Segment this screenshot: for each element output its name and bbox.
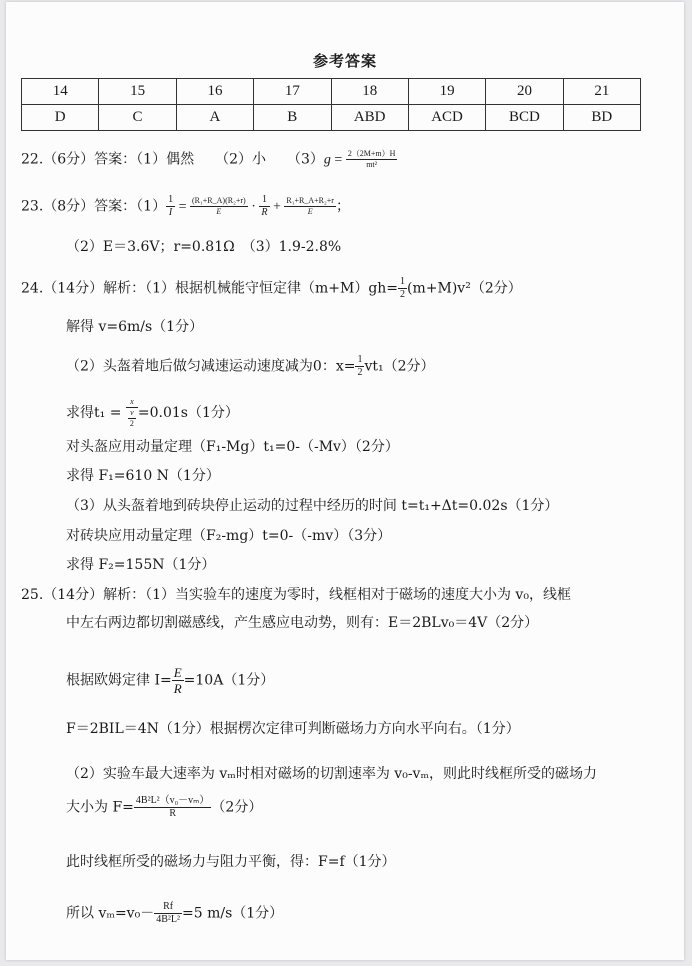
table-cell: B	[254, 105, 331, 131]
q25-line8-prefix: 所以 vₘ=v₀－	[66, 905, 155, 922]
q23-frac2-num: (R₁+R_A)(R₂+r)	[192, 196, 246, 205]
q23-prefix: 23.（8分）答案：（1）	[21, 198, 167, 215]
table-cell: 17	[254, 79, 331, 105]
q25-line6-den: R	[169, 808, 176, 819]
q24-line2: 解得 v=6m/s（1分）	[66, 319, 204, 335]
q24-line4-prefix: 求得t₁ =	[66, 405, 126, 421]
q23-frac4	[284, 197, 336, 216]
q24-line1-frac	[398, 277, 407, 300]
q24-line9: 求得 F₂=155N（1分）	[66, 557, 216, 573]
table-cell: D	[22, 105, 99, 131]
q24-line3-num: 1	[357, 354, 363, 365]
table-cell: C	[99, 105, 176, 131]
answer-page	[6, 2, 684, 960]
q22-g: g	[323, 152, 331, 168]
q23-frac3-num: 1	[259, 195, 269, 207]
q25-line8-frac	[154, 902, 182, 925]
q22-den: mt²	[366, 160, 378, 169]
q23-frac3	[259, 195, 269, 218]
q23-frac1-den: I	[168, 207, 173, 218]
q23-plus: +	[269, 199, 285, 215]
q25-line5: （2）实验车最大速率为 vₘ时相对磁场的切割速率为 v₀-vₘ，则此时线框所受的磁场力	[66, 766, 598, 782]
question-number-row	[22, 79, 641, 105]
q23-eq: =	[175, 199, 190, 215]
table-cell: A	[176, 105, 253, 131]
q22-prefix: 22.（6分）答案：（1）偶然 （2）小 （3）	[21, 151, 324, 168]
q25-line8	[66, 902, 283, 925]
q25-line6-frac	[134, 796, 212, 819]
q24-line1	[21, 277, 522, 300]
q25-line3-den: R	[173, 681, 182, 696]
q24-line1-prefix: 24.（14分）解析：（1）根据机械能守恒定律（m+M）gh=	[21, 280, 399, 297]
page-title: 参考答案	[312, 52, 377, 70]
q23-frac2-den: E	[216, 207, 222, 216]
q25-line3-num: E	[173, 665, 182, 680]
answer-table	[21, 78, 641, 131]
q25-line6-suffix: （2分）	[211, 799, 263, 816]
q25-line3-prefix: 根据欧姆定律 I=	[66, 672, 172, 689]
q24-line4-den	[126, 408, 138, 428]
q23-line2: （2）E＝3.6V；r=0.81Ω （3）1.9-2.8%	[66, 239, 342, 255]
q24-line3	[66, 355, 435, 378]
q22-num: 2（2M+m）H	[347, 149, 396, 158]
q25-line3	[66, 666, 274, 695]
q23-frac4-num: R₁+R_A+R₂+r	[286, 196, 334, 205]
table-cell: 15	[99, 79, 176, 105]
q25-line1: 25.（14分）解析：（1）当实验车的速度为零时，线框相对于磁场的速度大小为 v₀，线框	[21, 587, 571, 603]
table-cell: 18	[331, 79, 408, 105]
q24-line4-inner-num: v	[128, 409, 136, 419]
table-cell: ABD	[331, 105, 408, 131]
q24-line6: 求得 F₁=610 N（1分）	[66, 468, 220, 484]
table-cell: 21	[563, 79, 640, 105]
q24-line4-inner-den: 2	[129, 419, 134, 428]
q25-line6	[66, 796, 262, 819]
q23-frac3-den: R	[261, 207, 268, 218]
q25-line6-prefix: 大小为 F=	[66, 799, 134, 816]
q24-line1-den: 2	[400, 289, 406, 300]
table-cell: BCD	[486, 105, 563, 131]
q25-line8-num: Rf	[154, 902, 182, 914]
q23-frac1	[166, 195, 175, 218]
table-cell: ACD	[408, 105, 485, 131]
table-cell: 19	[408, 79, 485, 105]
q23-suffix: ；	[335, 198, 350, 215]
q25-line7: 此时线框所受的磁场力与阻力平衡，得：F=f（1分）	[66, 854, 396, 870]
q25-line6-num: 4B²L²（v₀－vₘ）	[135, 795, 210, 806]
q25-line2: 中左右两边都切割磁感线，产生感应电动势，则有：E＝2BLv₀＝4V（2分）	[66, 615, 539, 631]
q22-eq: =	[330, 152, 346, 168]
q24-line4-num: x	[126, 398, 138, 408]
q25-line4: F＝2BIL＝4N（1分）根据楞次定律可判断磁场力方向水平向右。（1分）	[66, 721, 520, 737]
q25-line3-suffix: =10A（1分）	[183, 672, 275, 689]
q24-line8: 对砖块应用动量定理（F₂-mg）t=0-（-mv）（3分）	[66, 528, 392, 544]
q24-line4-frac	[126, 398, 138, 428]
q24-line3-den: 2	[357, 367, 363, 378]
q25-line3-frac	[172, 666, 184, 695]
q22-answer	[21, 150, 397, 170]
answer-row	[22, 105, 641, 131]
table-cell: 14	[22, 79, 99, 105]
q23-frac2	[190, 197, 248, 216]
q25-line8-den: 4B²L²	[156, 914, 180, 925]
q23-frac1-num: 1	[168, 194, 174, 205]
q24-line1-num: 1	[400, 276, 406, 287]
q23-frac4-den: E	[307, 207, 313, 216]
q22-fraction	[346, 150, 398, 169]
q24-line5: 对头盔应用动量定理（F₁-Mg）t₁=0-（-Mv）（2分）	[66, 439, 399, 455]
q24-line4-inner-frac	[128, 409, 136, 428]
q24-line4-suffix: =0.01s（1分）	[137, 405, 239, 421]
table-cell: 20	[486, 79, 563, 105]
table-cell: 16	[176, 79, 253, 105]
q24-line1-suffix: (m+M)v²（2分）	[407, 280, 522, 297]
q24-line7: （3）从头盔着地到砖块停止运动的过程中经历的时间 t=t₁+Δt=0.02s（1分）	[66, 498, 559, 514]
q25-line8-suffix: =5 m/s（1分）	[181, 905, 284, 922]
q24-line3-prefix: （2）头盔着地后做匀减速运动速度减为0：x=	[66, 358, 356, 375]
q24-line4	[66, 398, 239, 428]
q23-answer	[21, 195, 350, 218]
q23-dot: ·	[247, 199, 260, 215]
table-cell: BD	[563, 105, 640, 131]
q24-line3-suffix: vt₁（2分）	[364, 358, 435, 375]
